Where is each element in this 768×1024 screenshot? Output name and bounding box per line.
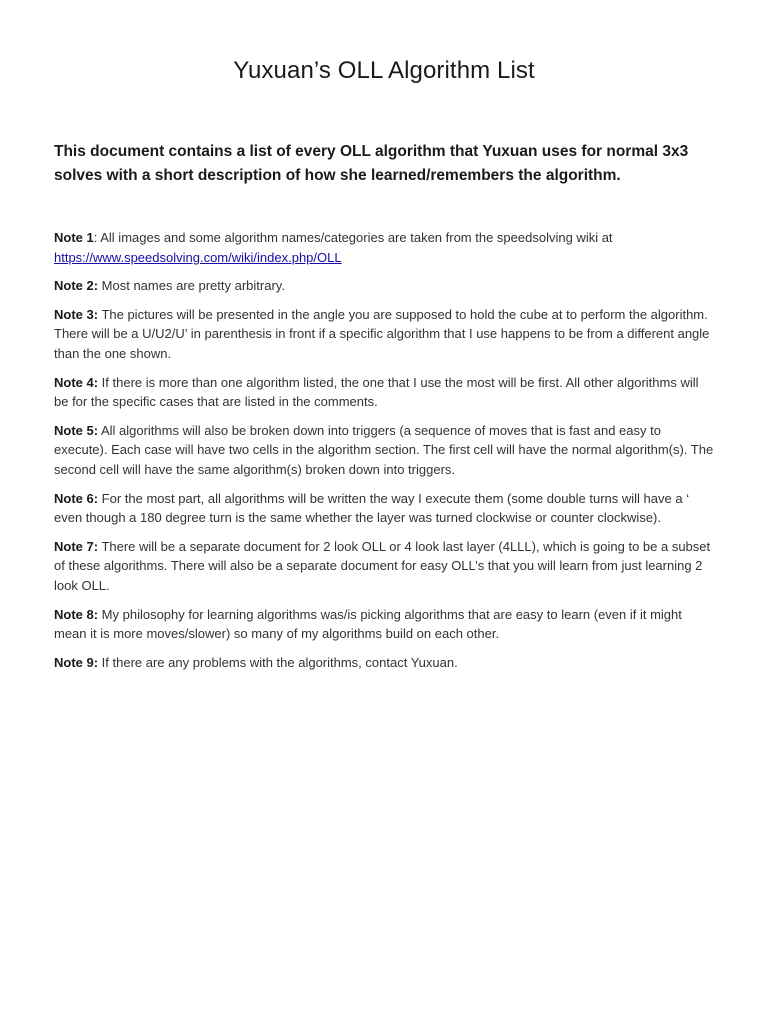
note-8 (54, 605, 714, 644)
note-text: All algorithms will also be broken down into triggers (a sequence of moves that is fast and easy to execute). Each case will have two cells in the algorithm section. The first cell will have the normal algorithm(s). The second cell will have the same algorithm(s) broken down into triggers. (54, 422, 714, 477)
note-9 (54, 653, 714, 673)
intro-paragraph: This document contains a list of every OLL algorithm that Yuxuan uses for normal 3x3 solves with a short description of how she learned/remembers the algorithm. (54, 143, 689, 184)
note-text: Most names are pretty arbitrary. (98, 278, 285, 294)
note-label: Note 2: (54, 278, 99, 294)
note-1 (54, 228, 714, 267)
note-text: If there is more than one algorithm listed, the one that I use the most will be first. All other algorithms will be for the specific cases that are listed in the comments. (54, 374, 699, 410)
note-3 (54, 305, 714, 364)
note-text: : All images and some algorithm names/categories are taken from the speedsolving wiki at (93, 230, 613, 245)
note-label: Note 1 (54, 230, 94, 245)
note-label: Note 8: (54, 606, 99, 622)
notes-list (54, 228, 714, 672)
note-7 (54, 537, 714, 596)
document-title: Yuxuan’s OLL Algorithm List (233, 57, 535, 84)
note-4 (54, 373, 714, 412)
note-label: Note 7: (54, 538, 99, 554)
note-label: Note 4: (54, 374, 99, 390)
note-label: Note 9: (54, 654, 99, 670)
note-label: Note 6: (54, 490, 99, 506)
note-label: Note 5: (54, 422, 99, 438)
note-5 (54, 421, 714, 480)
note-text: There will be a separate document for 2 look OLL or 4 look last layer (4LLL), which is going to be a subset of these algorithms. There will also be a separate document for easy OLL’s that you will learn from just learning 2 look OLL. (54, 538, 711, 593)
note-6 (54, 489, 714, 528)
note-text: The pictures will be presented in the angle you are supposed to hold the cube at to perform the algorithm. There will be a U/U2/U’ in parenthesis in front if a specific algorithm that I use happens to be from a different angle than the one shown. (54, 306, 710, 361)
note-2 (54, 276, 714, 296)
note-text: If there are any problems with the algorithms, contact Yuxuan. (98, 654, 458, 670)
speedsolving-wiki-link[interactable]: https://www.speedsolving.com/wiki/index.php/OLL (54, 249, 342, 265)
note-text: For the most part, all algorithms will be written the way I execute them (some double turns will have a ‘ even though a 180 degree turn is the same whether the layer was turned clockwise or counter clockwise). (54, 490, 690, 526)
note-label: Note 3: (54, 306, 99, 322)
note-text: My philosophy for learning algorithms was/is picking algorithms that are easy to learn (even if it might mean it is more moves/slower) so many of my algorithms build on each other. (54, 606, 682, 642)
